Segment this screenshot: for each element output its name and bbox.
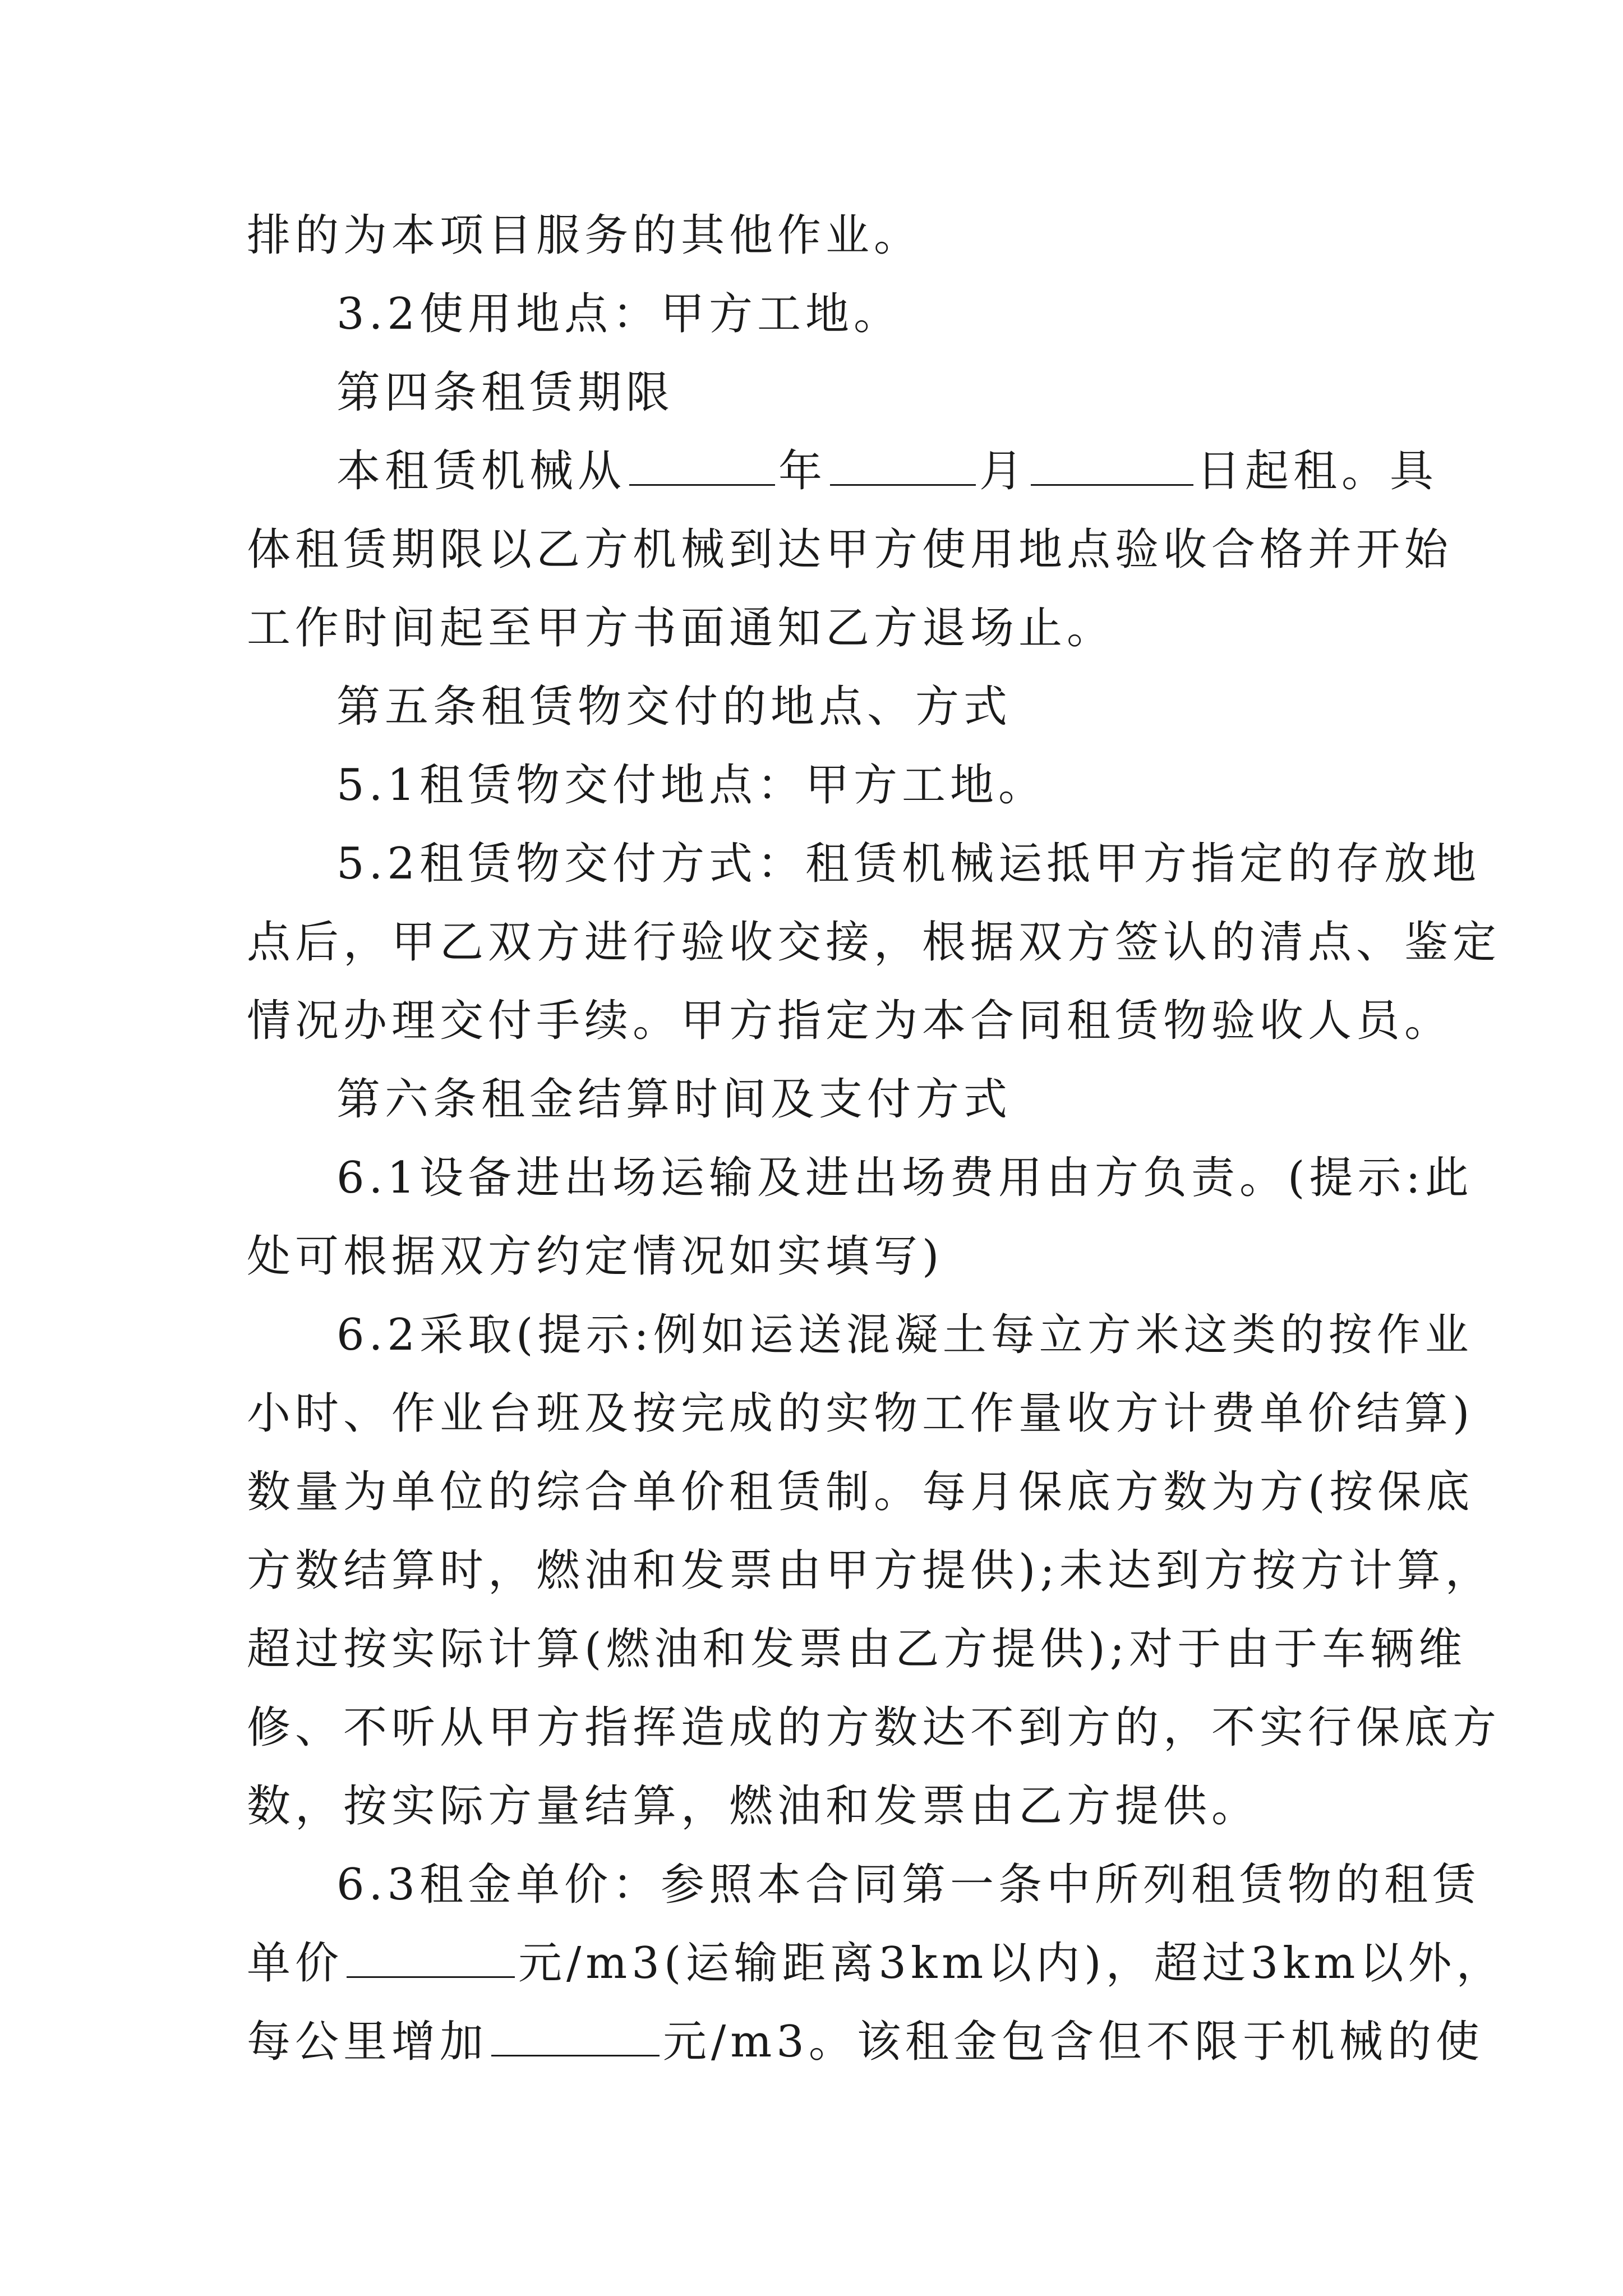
year-label: 年: [778, 446, 827, 496]
text-line: 数量为单位的综合单价租赁制。每月保底方数为方(按保底: [247, 1467, 1474, 1517]
section-5-2: 5.2租赁物交付方式：租赁机械运抵甲方指定的存放地: [336, 839, 1481, 889]
section-6-3: 6.3租金单价：参照本合同第一条中所列租赁物的租赁: [336, 1860, 1481, 1910]
per-km-blank: [491, 2016, 660, 2056]
month-blank: [830, 445, 976, 486]
section-6-2: 6.2采取(提示:例如运送混凝土每立方米这类的按作业: [336, 1310, 1473, 1360]
text-line: 方数结算时，燃油和发票由甲方提供);未达到方按方计算，: [247, 1545, 1493, 1596]
text-line: 排的为本项目服务的其他作业。: [247, 210, 923, 261]
unit-price-blank: [347, 1937, 515, 1978]
rental-start-suffix: 日起租。具: [1197, 446, 1438, 496]
rental-start-date-line: [336, 443, 1438, 499]
rental-start-prefix: 本租赁机械从: [336, 446, 626, 496]
unit-price-line: [247, 1935, 1505, 1991]
year-blank: [629, 445, 775, 486]
article-4-heading: 第四条租赁期限: [336, 367, 675, 418]
article-5-heading: 第五条租赁物交付的地点、方式: [336, 682, 1012, 732]
text-line: 处可根据双方约定情况如实填写): [247, 1231, 944, 1282]
text-line: 体租赁期限以乙方机械到达甲方使用地点验收合格并开始: [247, 524, 1453, 575]
section-6-1: 6.1设备进出场运输及进出场费用由方负责。(提示:此: [336, 1153, 1473, 1203]
text-line: 修、不听从甲方指挥造成的方数达不到方的，不实行保底方: [247, 1703, 1501, 1753]
text-line: 超过按实际计算(燃油和发票由乙方提供);对于由于车辆维: [247, 1624, 1467, 1674]
text-line: 点后，甲乙双方进行验收交接，根据双方签认的清点、鉴定: [247, 917, 1501, 968]
per-km-suffix: 元/m3。该租金包含但不限于机械的使: [663, 2017, 1484, 2067]
per-km-prefix: 每公里增加: [247, 2017, 488, 2067]
month-label: 月: [979, 446, 1028, 496]
text-line: 数，按实际方量结算，燃油和发票由乙方提供。: [247, 1781, 1260, 1832]
text-line: 工作时间起至甲方书面通知乙方退场止。: [247, 603, 1115, 654]
per-km-price-line: [247, 2014, 1484, 2070]
unit-price-prefix: 单价: [247, 1938, 344, 1989]
day-blank: [1031, 445, 1193, 486]
text-line: 情况办理交付手续。甲方指定为本合同租赁物验收人员。: [247, 996, 1453, 1046]
section-5-1: 5.1租赁物交付地点：甲方工地。: [336, 760, 1047, 811]
section-3-2: 3.2使用地点：甲方工地。: [336, 289, 902, 339]
unit-price-suffix: 元/m3(运输距离3km以内)，超过3km以外，: [518, 1938, 1505, 1989]
article-6-heading: 第六条租金结算时间及支付方式: [336, 1074, 1012, 1125]
text-line: 小时、作业台班及按完成的实物工作量收方计费单价结算): [247, 1388, 1474, 1439]
